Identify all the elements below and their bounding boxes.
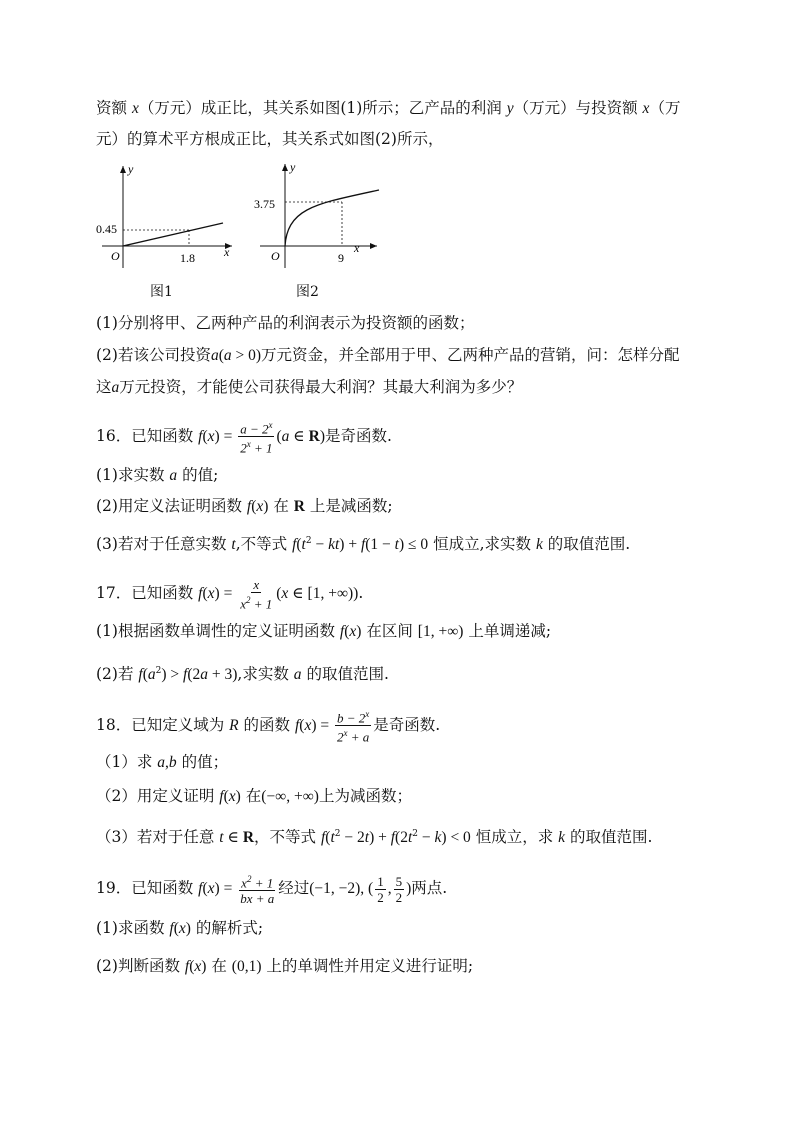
p17-part-2: (2)若 $f(a^2) > f(2a + 3)$,求实数 a 的取值范围. [96, 665, 389, 684]
figure-1 [92, 160, 242, 279]
fig2-y-value: 3.75 [254, 197, 275, 211]
fig2-x-label: x [354, 241, 360, 255]
fig1-y-label: y [128, 162, 134, 176]
p18-part-3: （3）若对于任意 t ∈ R，不等式 $f(t^2 - 2t) + f(2t^2 - k) < 0$ 恒成立，求 k 的取值范围. [96, 828, 653, 847]
p19-part-2: (2)判断函数 f(x) 在 (0,1) 上的单调性并用定义进行证明; [96, 957, 474, 975]
fig1-x-value: 1.8 [180, 251, 195, 265]
p18-part-1: （1）求 a,b 的值； [96, 753, 229, 771]
p16-part-2: (2)用定义法证明函数 f(x) 在 R 上是减函数; [96, 497, 393, 515]
p19-stem: 19．已知函数 f(x) = $\frac{x^2 + 1}{bx + a}$ 经过(−1, −2), ( $\frac{1}{2}$ , $\frac{5}{2}$ )两点. [96, 873, 448, 907]
fig2-y-label: y [290, 160, 296, 174]
p19-part-1: (1)求函数 f(x) 的解析式; [96, 919, 264, 937]
intro-line-2: 元）的算术平方根成正比，其关系式如图(2)所示， [96, 130, 444, 148]
p16-part-1: (1)求实数 a 的值; [96, 466, 219, 484]
fig2-origin: O [271, 249, 280, 263]
p18-part-2: （2）用定义证明 f(x) 在(−∞, +∞)上为减函数； [96, 787, 412, 805]
p15-part-2-line-2: 这a万元投资，才能使公司获得最大利润？其最大利润为多少？ [96, 378, 523, 396]
p18-stem: 18．已知定义域为 R 的函数 f(x) = $\frac{b - 2^x}{2^x + a}$ 是奇函数. [96, 709, 441, 745]
intro-line-1: 资额 x（万元）成正比，其关系如图(1)所示；乙产品的利润 y（万元）与投资额 x（万 [96, 99, 681, 117]
p17-stem: 17．已知函数 f(x) = $\frac{x}{x^2 + 1}$ (x ∈ [1, +∞)). [96, 577, 364, 612]
figure-2 [252, 160, 387, 279]
fig1-origin: O [111, 249, 120, 263]
p16-stem: 16．已知函数 f(x) = $\frac{a - 2^x}{2^x + 1}$ (a ∈ R)是奇函数. [96, 420, 392, 456]
p15-part-2-line-1: (2)若该公司投资a(a > 0)万元资金，并全部用于甲、乙两种产品的营销，问：怎样分配 [96, 346, 680, 364]
p16-part-3: (3)若对于任意实数 t,不等式 $f(t^2 - kt) + f(1 - t) \le 0$ 恒成立,求实数 k 的取值范围. [96, 535, 631, 554]
fig2-x-value: 9 [338, 251, 344, 265]
fig1-caption: 图1 [150, 284, 173, 300]
fig2-caption: 图2 [296, 284, 319, 300]
fig1-y-value: 0.45 [96, 222, 117, 236]
p15-part-1: (1)分别将甲、乙两种产品的利润表示为投资额的函数； [96, 314, 475, 332]
p17-part-1: (1)根据函数单调性的定义证明函数 f(x) 在区间 [1, +∞) 上单调递减; [96, 622, 552, 640]
fig1-x-label: x [224, 245, 230, 259]
